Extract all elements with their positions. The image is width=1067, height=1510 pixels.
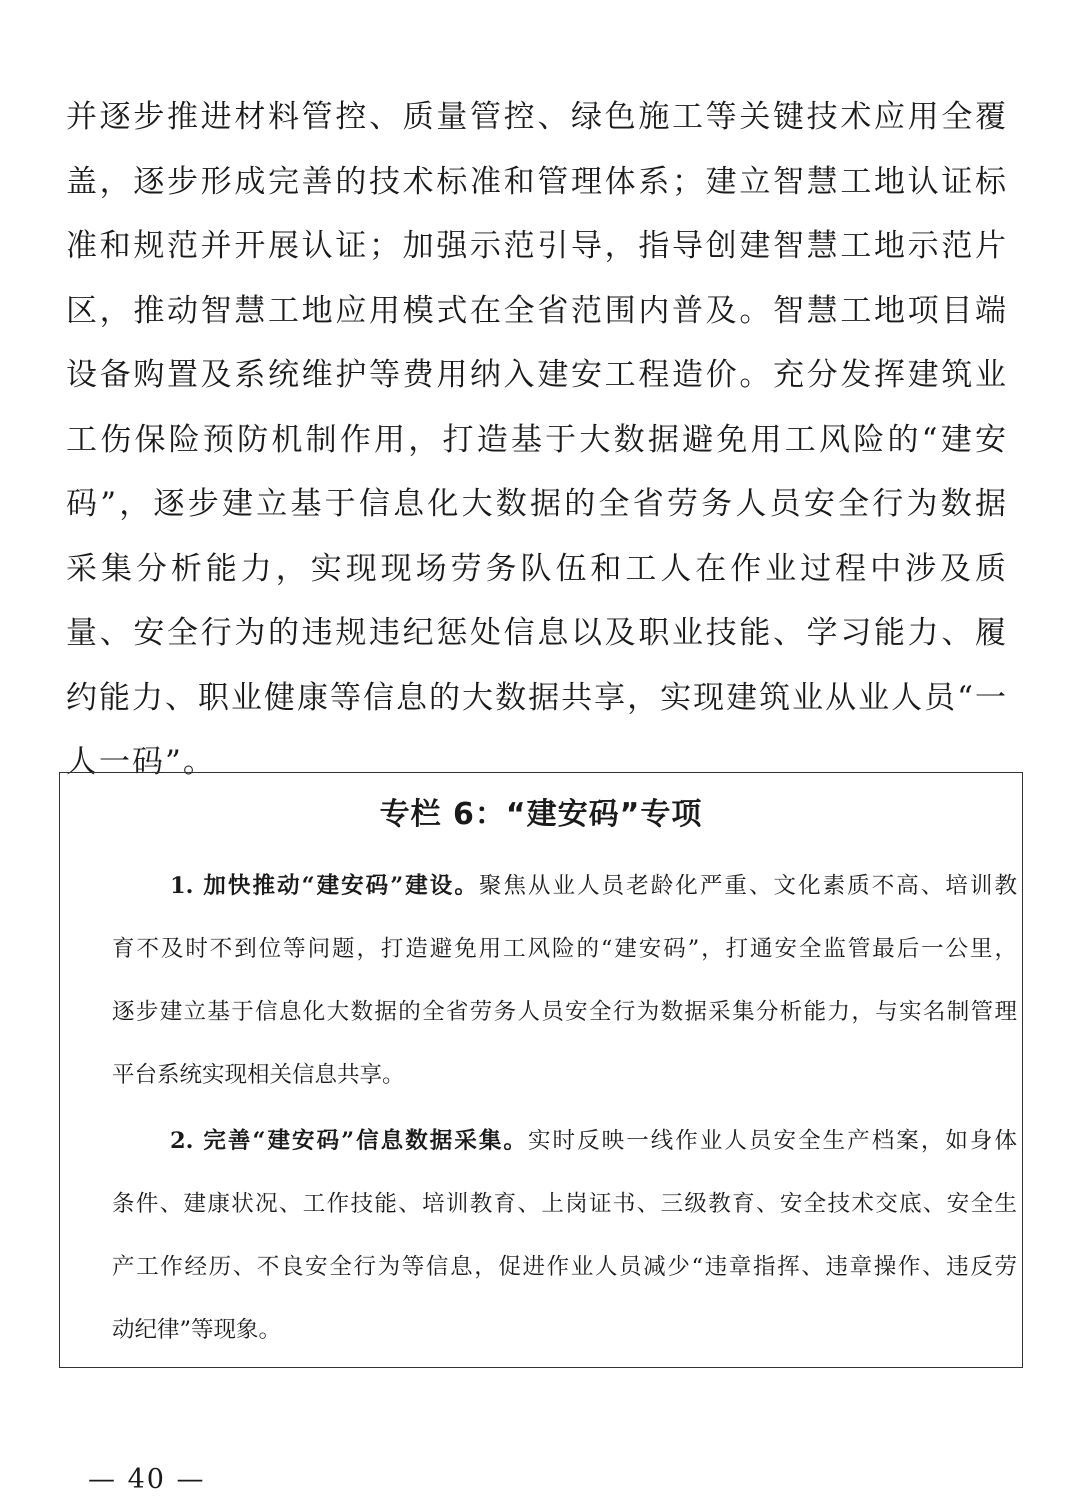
body-line: 区，推动智慧工地应用模式在全省范围内普及。智慧工地项目端 bbox=[66, 292, 1008, 329]
column-item-1 bbox=[112, 855, 1017, 1107]
column-item-heading: 1. 加快推动“建安码”建设。 bbox=[170, 873, 479, 899]
column-item-text: 实时反映一线作业人员安全生产档案，如身体 bbox=[528, 1128, 1017, 1154]
column-item-line: 育不及时不到位等问题，打造避免用工风险的“建安码”，打通安全监管最后一公里， bbox=[112, 936, 1017, 962]
column-item-line: 条件、建康状况、工作技能、培训教育、上岗证书、三级教育、安全技术交底、安全生 bbox=[112, 1191, 1017, 1217]
column-item-line: 产工作经历、不良安全行为等信息，促进作业人员减少“违章指挥、违章操作、违反劳 bbox=[112, 1254, 1017, 1280]
body-line: 采集分析能力，实现现场劳务队伍和工人在作业过程中涉及质 bbox=[66, 550, 1008, 587]
column-item-line bbox=[112, 855, 1017, 918]
body-line: 盖，逐步形成完善的技术标准和管理体系；建立智慧工地认证标 bbox=[66, 163, 1008, 200]
column-item-line: 逐步建立基于信息化大数据的全省劳务人员安全行为数据采集分析能力，与实名制管理 bbox=[112, 999, 1017, 1025]
body-line: 设备购置及系统维护等费用纳入建安工程造价。充分发挥建筑业 bbox=[66, 357, 1008, 393]
column-item-line: 平台系统实现相关信息共享。 bbox=[112, 1062, 405, 1088]
body-line: 码”，逐步建立基于信息化大数据的全省劳务人员安全行为数据 bbox=[66, 486, 1008, 522]
column-item-2 bbox=[112, 1110, 1017, 1362]
column-item-line: 动纪律”等现象。 bbox=[112, 1317, 282, 1343]
body-line: 人一码”。 bbox=[66, 744, 216, 780]
body-paragraph bbox=[66, 85, 1008, 795]
column-item-text: 聚焦从业人员老龄化严重、文化素质不高、培训教 bbox=[478, 873, 1017, 899]
body-line: 工伤保险预防机制作用，打造基于大数据避免用工风险的“建安 bbox=[66, 421, 1008, 458]
column-box-title: 专栏 6：“建安码”专项 bbox=[379, 797, 703, 832]
body-line: 并逐步推进材料管控、质量管控、绿色施工等关键技术应用全覆 bbox=[66, 99, 1008, 135]
page-number: — 40 — bbox=[88, 1464, 206, 1495]
body-line: 量、安全行为的违规违纪惩处信息以及职业技能、学习能力、履 bbox=[66, 615, 1008, 651]
column-item-heading: 2. 完善“建安码”信息数据采集。 bbox=[170, 1128, 528, 1154]
column-item-line bbox=[112, 1110, 1017, 1173]
body-line: 约能力、职业健康等信息的大数据共享，实现建筑业从业人员“一 bbox=[66, 679, 1008, 716]
body-line: 准和规范并开展认证；加强示范引导，指导创建智慧工地示范片 bbox=[66, 228, 1008, 264]
column-box bbox=[59, 772, 1023, 1368]
